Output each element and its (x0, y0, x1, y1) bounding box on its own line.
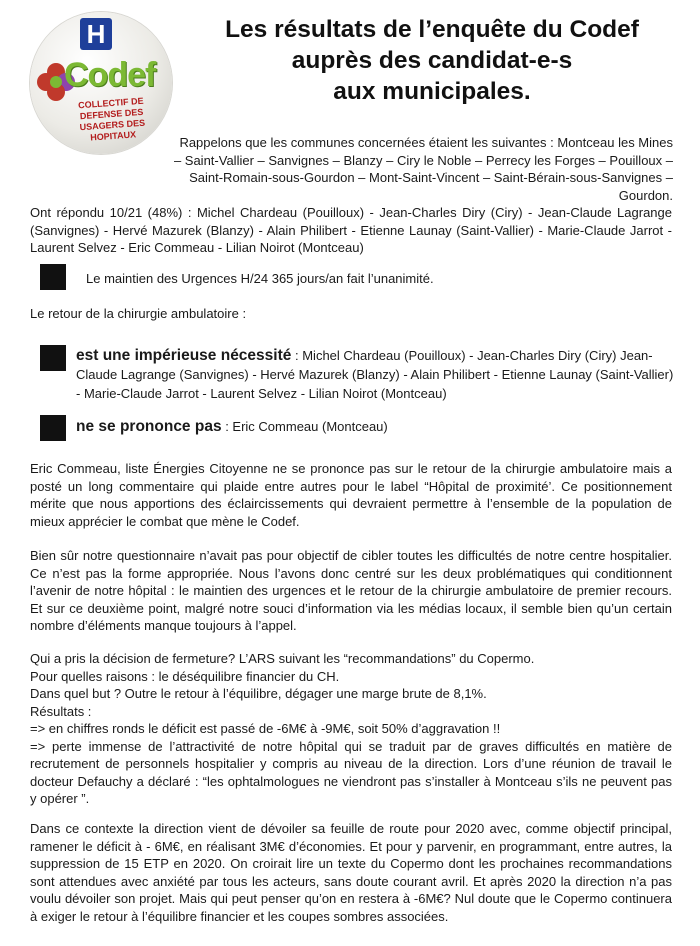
option-necessite-label: est une impérieuse nécessité (76, 347, 292, 364)
paragraph-feuille-de-route: Dans ce contexte la direction vient de dévoiler sa feuille de route pour 2020 avec, comme objectif principal, ramener le déficit à - 6M€, en réalisant 3M€ d’économies. Et pour y parvenir, en programmant, entre autres, la suppression de 15 ETP en 2020. On croirait lire un texte du Copermo dont les prochaines recommandations sont attendues avec anxiété par tous les acteurs, sans doute courant avril. Et après 2020 la direction n’a pas voulu dévoiler son projet. Mais qui peut penser qu’on en restera à -6M€? Nul doute que le Copermo continuera à exiger le retour à l’équilibre financier et les coupes sombres associées. (30, 821, 672, 924)
option-necessite (76, 346, 676, 403)
title-line-1: Les résultats de l’enquête du Codef (225, 16, 639, 43)
option-ne-se-prononce (76, 417, 676, 436)
paragraph-commeau: Eric Commeau, liste Énergies Citoyenne ne se prononce pas sur le retour de la chirurgie ambulatoire mais a posté un long commentaire qui plaide entre autres pour le label “Hôpital de proximité’. Ce positionnement mérite que nous apportions des éclaircissements qui devraient permettre à l’ensemble de la population de mieux apprécier le combat que mène le Codef. (30, 461, 672, 529)
title-line-2: auprès des candidat-e-s (291, 47, 573, 74)
page-title (176, 14, 688, 107)
decision-line: Pour quelles raisons : le déséquilibre financier du CH. (30, 668, 340, 684)
respondents-list: Ont répondu 10/21 (48%) : Michel Chardeau (Pouilloux) - Jean-Charles Diry (Ciry) - Jean-Claude Lagrange (Sanvignes) - Hervé Mazurek (Blanzy) - Alain Philibert - Etienne Launay (Saint-Vallier) - Marie-Claude Jarrot - Laurent Selvez - Eric Commeau - Lilian Noirot (Montceau) (30, 205, 672, 255)
decision-line: => en chiffres ronds le déficit est passé de -6M€ à -9M€, soit 50% d’aggravation !! (30, 721, 501, 736)
logo-subtitle: COLLECTIF DE DEFENSE DES USAGERS DES HOPITAUX (77, 95, 146, 143)
option-ne-se-prononce-label: ne se prononce pas (76, 418, 222, 435)
paragraph-decision (30, 650, 672, 808)
logo-brand: Codef (64, 56, 156, 94)
decision-line: Résultats : (30, 703, 92, 719)
checkbox-urgences (40, 264, 66, 290)
decision-line: => perte immense de l’attractivité de notre hôpital qui se traduit par de graves difficultés en matière de recrutement de personnels hospitalier y compris au niveau de la direction. Lors d’une réunion de travail le docteur Defauchy a déclaré : “les ophtalmologues ne viendront pas s’installer à Montceau s’ils ne peuvent pas y opérer ”. (30, 738, 672, 806)
codef-logo (30, 12, 172, 154)
decision-line: Qui a pris la décision de fermeture? L’ARS suivant les “recommandations” du Copermo. (30, 651, 535, 666)
hospital-h-icon: H (80, 18, 112, 50)
option-necessite-names: : Michel Chardeau (Pouilloux) - Jean-Charles Diry (Ciry) Jean-Claude Lagrange (Sanvignes) - Hervé Mazurek (Blanzy) - Alain Philibert - Etienne Launay (Saint-Vallier) - Marie-Claude Jarrot - Laurent Selvez - Lilian Noirot (Montceau) (76, 348, 674, 401)
option-ne-se-prononce-names: : Eric Commeau (Montceau) (221, 419, 388, 434)
checkbox-necessite (40, 345, 66, 371)
title-line-3: aux municipales. (333, 78, 531, 105)
urgences-statement: Le maintien des Urgences H/24 365 jours/an fait l’unanimité. (86, 271, 434, 286)
decision-line: Dans quel but ? Outre le retour à l’équilibre, dégager une marge brute de 8,1%. (30, 686, 487, 701)
intro-communes: Rappelons que les communes concernées étaient les suivantes : Montceau les Mines – Saint-Vallier – Sanvignes – Blanzy – Ciry le Noble – Perrecy les Forges – Pouilloux – Saint-Romain-sous-Gourdon – Mont-Saint-Vincent – Saint-Bérain-sous-Sanvignes – Gourdon. (173, 135, 673, 203)
chirurgie-heading: Le retour de la chirurgie ambulatoire : (30, 306, 247, 321)
checkbox-ne-se-prononce (40, 415, 66, 441)
paragraph-questionnaire: Bien sûr notre questionnaire n’avait pas pour objectif de cibler toutes les difficultés de notre centre hospitalier. Ce n’est pas la forme appropriée. Nous l’avons donc centré sur les deux problématiques qui conditionnent l’avenir de notre hôpital : le maintien des urgences et le retour de la chirurgie ambulatoire de premier recours. Et sur ce deuxième point, malgré notre souci d’information via les médias locaux, il semble bien qu’un certain nombre d’éléments manque toujours à l’appel. (30, 548, 672, 633)
